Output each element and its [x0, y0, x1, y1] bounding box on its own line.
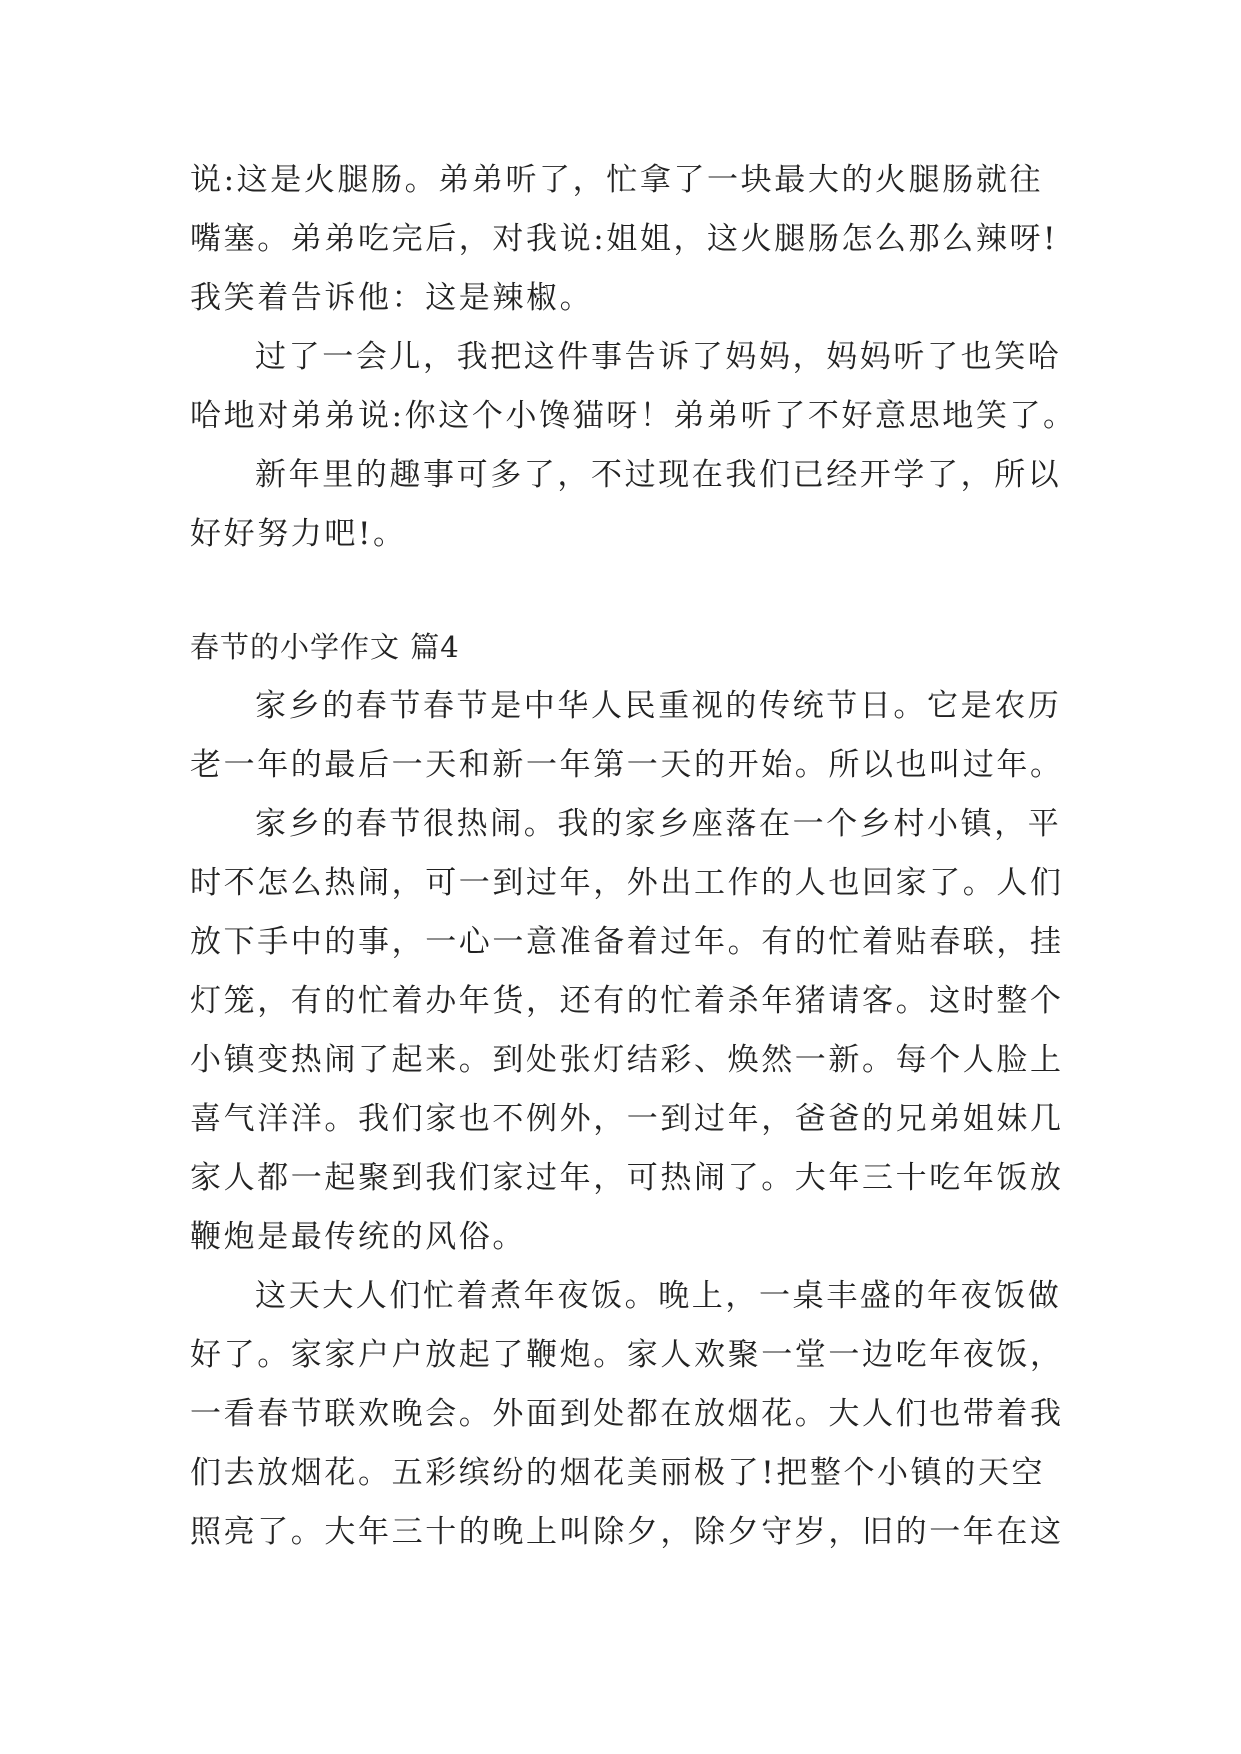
- section-heading: 春节的小学作文 篇4: [190, 630, 460, 664]
- text-line: 照亮了。大年三十的晚上叫除夕，除夕守岁，旧的一年在这: [190, 1514, 1064, 1550]
- text-line: 一看春节联欢晚会。外面到处都在放烟花。大人们也带着我: [190, 1396, 1064, 1432]
- text-line: 好好努力吧!。: [190, 516, 407, 552]
- text-line: 喜气洋洋。我们家也不例外，一到过年，爸爸的兄弟姐妹几: [190, 1101, 1064, 1137]
- text-line: 哈地对弟弟说:你这个小馋猫呀！弟弟听了不好意思地笑了。: [190, 398, 1077, 434]
- text-line: 老一年的最后一天和新一年第一天的开始。所以也叫过年。: [190, 747, 1064, 783]
- text-line: 鞭炮是最传统的风俗。: [190, 1219, 526, 1255]
- text-line: 家人都一起聚到我们家过年，可热闹了。大年三十吃年饭放: [190, 1160, 1064, 1196]
- paragraph-first-line: 家乡的春节很热闹。我的家乡座落在一个乡村小镇，平: [255, 806, 1062, 842]
- text-line: 好了。家家户户放起了鞭炮。家人欢聚一堂一边吃年夜饭，: [190, 1337, 1064, 1373]
- paragraph-first-line: 家乡的春节春节是中华人民重视的传统节日。它是农历: [255, 688, 1062, 724]
- paragraph-first-line: 新年里的趣事可多了，不过现在我们已经开学了，所以: [255, 457, 1062, 493]
- text-line: 时不怎么热闹，可一到过年，外出工作的人也回家了。人们: [190, 865, 1064, 901]
- text-line: 嘴塞。弟弟吃完后，对我说:姐姐，这火腿肠怎么那么辣呀!: [190, 221, 1059, 257]
- text-line: 放下手中的事，一心一意准备着过年。有的忙着贴春联，挂: [190, 924, 1064, 960]
- paragraph-first-line: 这天大人们忙着煮年夜饭。晚上，一桌丰盛的年夜饭做: [255, 1278, 1062, 1314]
- text-line: 我笑着告诉他：这是辣椒。: [190, 280, 594, 316]
- text-line: 小镇变热闹了起来。到处张灯结彩、焕然一新。每个人脸上: [190, 1042, 1064, 1078]
- paragraph-first-line: 过了一会儿，我把这件事告诉了妈妈，妈妈听了也笑哈: [255, 339, 1062, 375]
- text-line: 说:这是火腿肠。弟弟听了，忙拿了一块最大的火腿肠就往: [190, 162, 1044, 198]
- text-line: 们去放烟花。五彩缤纷的烟花美丽极了!把整个小镇的天空: [190, 1455, 1046, 1491]
- text-line: 灯笼，有的忙着办年货，还有的忙着杀年猪请客。这时整个: [190, 983, 1064, 1019]
